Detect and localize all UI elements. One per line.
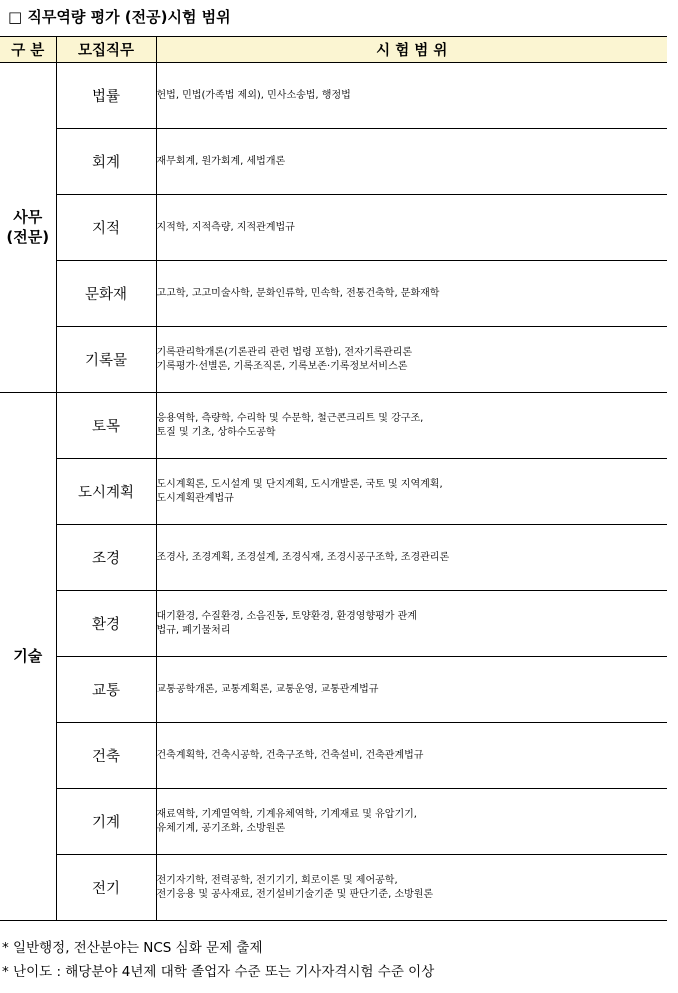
job-cell: 법률 [56, 63, 156, 129]
scope-line: 전기응용 및 공사재료, 전기설비기술기준 및 판단기준, 소방원론 [156, 888, 434, 900]
job-cell: 교통 [56, 657, 156, 723]
job-cell: 토목 [56, 393, 156, 459]
header-category: 구 분 [0, 37, 56, 63]
table-row [0, 459, 667, 525]
table-header-row [0, 37, 667, 63]
scope-line: 대기환경, 수질환경, 소음진동, 토양환경, 환경영향평가 관계 [156, 611, 417, 622]
scope-line: 지적학, 지적측량, 지적관계법규 [156, 221, 295, 233]
table-row [0, 657, 667, 723]
table-row [0, 327, 667, 393]
scope-line: 헌법, 민법(가족법 제외), 민사소송법, 행정법 [156, 89, 351, 101]
table-row [0, 855, 667, 921]
category-cell [0, 393, 56, 921]
table-body [0, 63, 667, 921]
header-job: 모집직무 [56, 37, 156, 63]
job-cell: 도시계획 [56, 459, 156, 525]
table-row [0, 723, 667, 789]
table-row [0, 591, 667, 657]
category-label: 사무 [13, 208, 43, 226]
table-row [0, 129, 667, 195]
scope-cell [156, 63, 667, 129]
scope-cell [156, 393, 667, 459]
scope-line: 전기자기학, 전력공학, 전기기기, 회로이론 및 제어공학, [156, 875, 398, 886]
scope-line: 도시계획관계법규 [156, 492, 234, 504]
table-row [0, 393, 667, 459]
scope-cell [156, 591, 667, 657]
job-cell: 문화재 [56, 261, 156, 327]
scope-line: 기록평가·선별론, 기록조직론, 기록보존·기록정보서비스론 [156, 360, 408, 372]
table-row [0, 195, 667, 261]
table-row [0, 789, 667, 855]
job-cell: 환경 [56, 591, 156, 657]
scope-cell [156, 129, 667, 195]
exam-scope-table [0, 36, 667, 921]
job-cell: 지적 [56, 195, 156, 261]
notes [2, 936, 434, 984]
category-cell [0, 63, 56, 393]
scope-line: 교통공학개론, 교통계획론, 교통운영, 교통관계법규 [156, 683, 379, 695]
scope-cell [156, 261, 667, 327]
scope-line: 유체기계, 공기조화, 소방원론 [156, 822, 286, 834]
scope-line: 건축계획학, 건축시공학, 건축구조학, 건축설비, 건축관계법규 [156, 749, 424, 761]
scope-cell [156, 855, 667, 921]
scope-line: 토질 및 기초, 상하수도공학 [156, 426, 276, 438]
note-item: * 난이도 : 해당분야 4년제 대학 졸업자 수준 또는 기사자격시험 수준 이상 [2, 964, 435, 980]
scope-line: 조경사, 조경계획, 조경설계, 조경식재, 조경시공구조학, 조경관리론 [156, 551, 450, 563]
scope-cell [156, 657, 667, 723]
category-label: (전문) [6, 227, 50, 246]
scope-line: 고고학, 고고미술사학, 문화인류학, 민속학, 전통건축학, 문화재학 [156, 287, 440, 299]
scope-line: 재료역학, 기계열역학, 기계유체역학, 기계재료 및 유압기기, [156, 809, 417, 820]
scope-cell [156, 195, 667, 261]
table-row [0, 63, 667, 129]
scope-line: 재무회계, 원가회계, 세법개론 [156, 155, 286, 167]
job-cell: 건축 [56, 723, 156, 789]
table-row [0, 525, 667, 591]
note-item: * 일반행정, 전산분야는 NCS 심화 문제 출제 [2, 940, 263, 956]
table-row [0, 261, 667, 327]
category-label: 기술 [13, 646, 43, 665]
scope-cell [156, 789, 667, 855]
scope-line: 응용역학, 측량학, 수리학 및 수문학, 철근콘크리트 및 강구조, [156, 413, 424, 424]
scope-line: 법규, 폐기물처리 [156, 624, 231, 636]
scope-line: 도시계획론, 도시설계 및 단지계획, 도시개발론, 국토 및 지역계획, [156, 479, 443, 490]
job-cell: 기계 [56, 789, 156, 855]
job-cell: 조경 [56, 525, 156, 591]
scope-cell [156, 459, 667, 525]
scope-cell [156, 723, 667, 789]
scope-cell [156, 327, 667, 393]
scope-cell [156, 525, 667, 591]
job-cell: 전기 [56, 855, 156, 921]
job-cell: 회계 [56, 129, 156, 195]
job-cell: 기록물 [56, 327, 156, 393]
page-title: □ 직무역량 평가 (전공)시험 범위 [8, 8, 231, 26]
header-scope: 시 험 범 위 [156, 37, 667, 63]
scope-line: 기록관리학개론(기론관리 관련 법령 포함), 전자기록관리론 [156, 347, 413, 358]
